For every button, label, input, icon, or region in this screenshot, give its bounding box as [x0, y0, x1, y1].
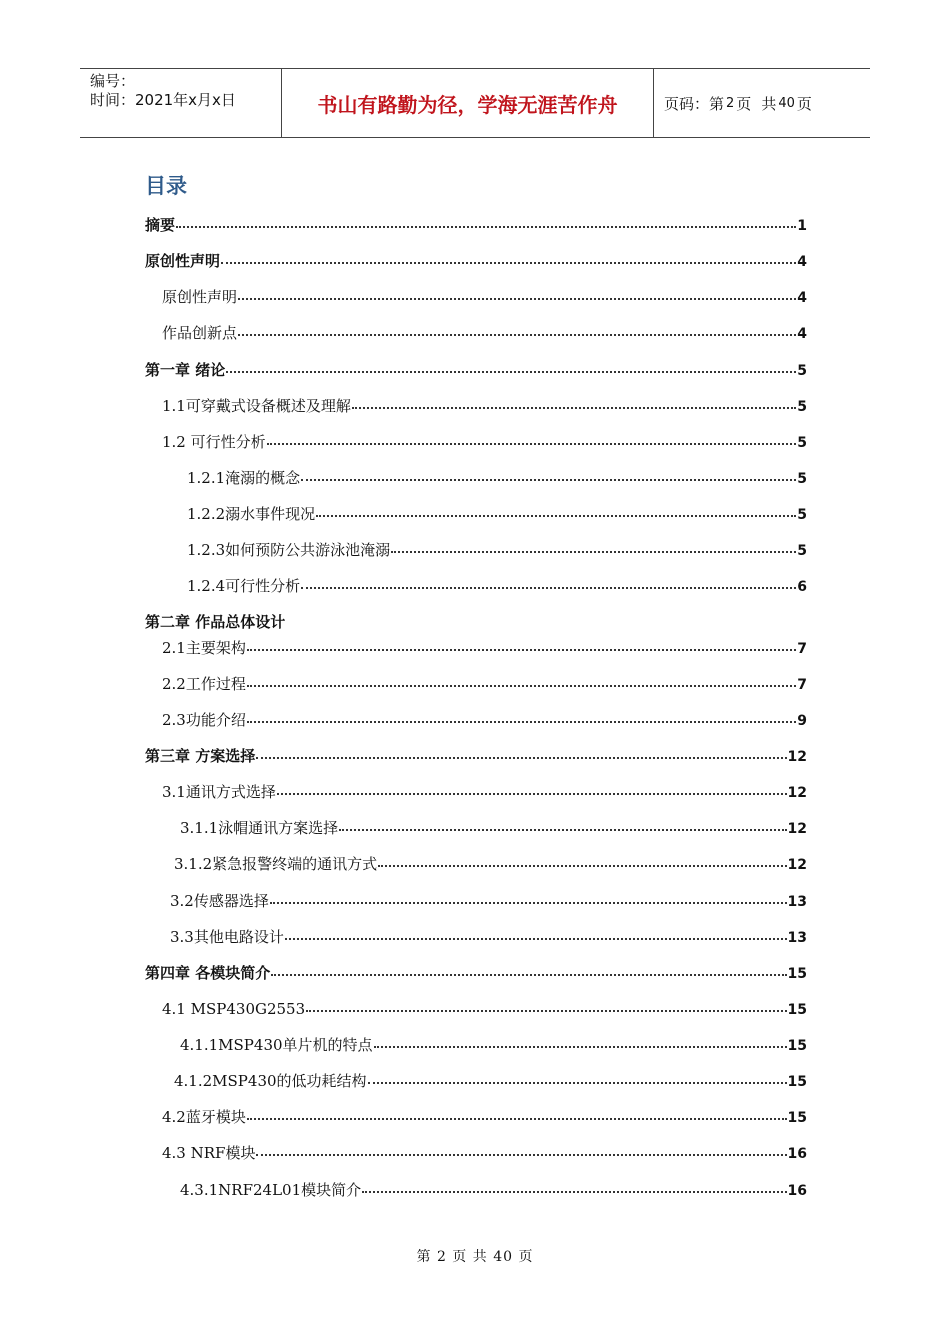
toc-leader — [352, 393, 796, 409]
toc-entry-text: 1.2 可行性分析 — [162, 433, 266, 451]
toc-leader — [378, 851, 786, 867]
toc-entry-text: 4.3 NRF模块 — [162, 1144, 256, 1162]
toc-leader — [285, 924, 787, 940]
toc-entry-page: 4 — [797, 254, 807, 270]
toc-entry[interactable] — [180, 1179, 807, 1199]
toc-entry[interactable] — [145, 745, 807, 765]
toc-entry-text: 4.2蓝牙模块 — [162, 1108, 246, 1126]
toc-entry-page: 5 — [797, 363, 807, 379]
page-mid: 页 — [736, 94, 752, 113]
toc-entry-page: 15 — [787, 966, 807, 982]
toc-leader — [391, 537, 796, 553]
toc-entry-text: 3.2传感器选择 — [170, 892, 269, 910]
toc-entry[interactable] — [170, 926, 807, 946]
toc-entry-page: 5 — [797, 471, 807, 487]
toc-entry[interactable] — [162, 673, 807, 693]
toc-entry-text: 1.1可穿戴式设备概述及理解 — [162, 397, 351, 415]
toc-entry-page: 12 — [787, 821, 807, 837]
toc-entry-page: 12 — [787, 749, 807, 765]
toc-leader — [270, 888, 787, 904]
toc-entry-page: 5 — [797, 507, 807, 523]
toc-entry-page: 15 — [787, 1110, 807, 1126]
toc-entry-page: 6 — [797, 579, 807, 595]
toc-leader — [267, 429, 797, 445]
serial-label: 编号： — [90, 72, 136, 90]
toc-entry-page: 15 — [787, 1038, 807, 1054]
toc-entry-text: 原创性声明 — [162, 288, 238, 306]
toc-leader — [247, 635, 796, 651]
toc-entry-text: 1.2.4可行性分析 — [187, 577, 301, 595]
toc-entry-text: 4.1.1MSP430单片机的特点 — [180, 1036, 373, 1054]
toc-entry-page: 7 — [797, 641, 807, 657]
toc-title: 目录 — [145, 174, 187, 198]
toc-entry[interactable] — [187, 575, 807, 595]
toc-entry-text: 3.3其他电路设计 — [170, 928, 284, 946]
toc-entry-page: 5 — [797, 543, 807, 559]
toc-entry[interactable] — [162, 637, 807, 657]
toc-entry-page: 13 — [787, 894, 807, 910]
toc-entry-page: 15 — [787, 1002, 807, 1018]
toc-entry-text: 原创性声明 — [145, 252, 221, 270]
toc-leader — [221, 248, 796, 264]
toc-leader — [277, 779, 787, 795]
toc-entry-page: 4 — [797, 290, 807, 306]
toc-entry[interactable] — [145, 359, 807, 379]
toc-entry-text: 4.1 MSP430G2553 — [162, 1000, 306, 1018]
toc-leader — [238, 320, 796, 336]
toc-entry[interactable] — [180, 1034, 807, 1054]
toc-entry-page: 5 — [797, 435, 807, 451]
page-prefix: 页码：第 — [664, 94, 725, 113]
page-total: 40 — [778, 95, 795, 111]
toc-entry-page: 4 — [797, 326, 807, 342]
toc-entry[interactable] — [180, 817, 807, 837]
toc-entry[interactable] — [162, 781, 807, 801]
toc-entry[interactable] — [162, 709, 807, 729]
toc-entry-page: 5 — [797, 399, 807, 415]
toc-leader — [256, 743, 786, 759]
toc-leader — [339, 815, 786, 831]
toc-entry-text: 2.2工作过程 — [162, 675, 246, 693]
toc-entry-text: 2.3功能介绍 — [162, 711, 246, 729]
toc-leader — [247, 707, 796, 723]
toc-entry-text: 3.1.2紧急报警终端的通讯方式 — [174, 855, 378, 873]
toc-entry-page: 7 — [797, 677, 807, 693]
toc-leader — [301, 573, 796, 589]
toc-entry-text: 3.1通讯方式选择 — [162, 783, 276, 801]
toc-entry[interactable] — [187, 539, 807, 559]
toc-entry[interactable] — [162, 322, 807, 342]
toc-entry-text: 作品创新点 — [162, 324, 238, 342]
page-footer: 第 2 页 共 40 页 — [416, 1249, 534, 1265]
toc-entry-text: 4.3.1NRF24L01模块简介 — [180, 1181, 362, 1199]
toc-leader — [362, 1177, 786, 1193]
toc-leader — [271, 960, 786, 976]
toc-leader — [286, 611, 806, 625]
toc-entry[interactable] — [162, 431, 807, 451]
toc-entry-text: 第四章 各模块简介 — [145, 964, 271, 982]
toc-entry-text: 1.2.3如何预防公共游泳池淹溺 — [187, 541, 391, 559]
toc-leader — [368, 1068, 787, 1084]
toc-entry-text: 1.2.2溺水事件现况 — [187, 505, 316, 523]
toc-leader — [256, 1140, 786, 1156]
toc-entry[interactable] — [162, 395, 807, 415]
toc-entry-text: 摘要 — [145, 216, 176, 234]
toc-leader — [316, 501, 796, 517]
toc-leader — [247, 671, 796, 687]
toc-entry-page: 9 — [797, 713, 807, 729]
toc-leader — [247, 1104, 787, 1120]
toc-entry-page: 1 — [797, 218, 807, 234]
toc-entry[interactable] — [187, 503, 807, 523]
toc-leader — [301, 465, 796, 481]
toc-entry[interactable] — [187, 467, 807, 487]
header-motto: 书山有路勤为径，学海无涯苦作舟 — [282, 69, 654, 137]
time-label: 时间：2021年x月x日 — [90, 91, 236, 109]
toc-entry[interactable] — [145, 250, 807, 270]
toc-entry[interactable] — [162, 998, 807, 1018]
toc-entry-text: 2.1主要架构 — [162, 639, 246, 657]
toc-entry-page: 13 — [787, 930, 807, 946]
toc-entry-text: 1.2.1淹溺的概念 — [187, 469, 301, 487]
toc-entry-text: 第二章 作品总体设计 — [145, 613, 286, 631]
toc-entry-page: 16 — [787, 1146, 807, 1162]
toc-entry[interactable] — [162, 1106, 807, 1126]
toc-entry[interactable] — [145, 214, 807, 234]
toc-entry-page: 16 — [787, 1183, 807, 1199]
toc-entry[interactable] — [162, 1142, 807, 1162]
page-suffix: 页 — [796, 94, 812, 113]
toc-entry-text: 第一章 绪论 — [145, 361, 226, 379]
page-current: 2 — [726, 95, 735, 111]
toc-entry-page: 12 — [787, 857, 807, 873]
toc-entry[interactable] — [174, 1070, 807, 1090]
toc-entry[interactable] — [145, 962, 807, 982]
toc-entry-text: 3.1.1泳帽通讯方案选择 — [180, 819, 339, 837]
toc-entry[interactable] — [145, 612, 807, 632]
toc-entry-page: 15 — [787, 1074, 807, 1090]
page-total-prefix: 共 — [761, 94, 777, 113]
toc-leader — [226, 357, 796, 373]
toc-entry-page: 12 — [787, 785, 807, 801]
toc-entry-text: 4.1.2MSP430的低功耗结构 — [174, 1072, 367, 1090]
toc-entry[interactable] — [170, 890, 807, 910]
toc-entry-text: 第三章 方案选择 — [145, 747, 256, 765]
toc-leader — [176, 212, 796, 228]
toc-leader — [238, 284, 796, 300]
toc-leader — [306, 996, 786, 1012]
toc-leader — [374, 1032, 787, 1048]
toc-entry[interactable] — [174, 853, 807, 873]
toc-entry[interactable] — [162, 286, 807, 306]
